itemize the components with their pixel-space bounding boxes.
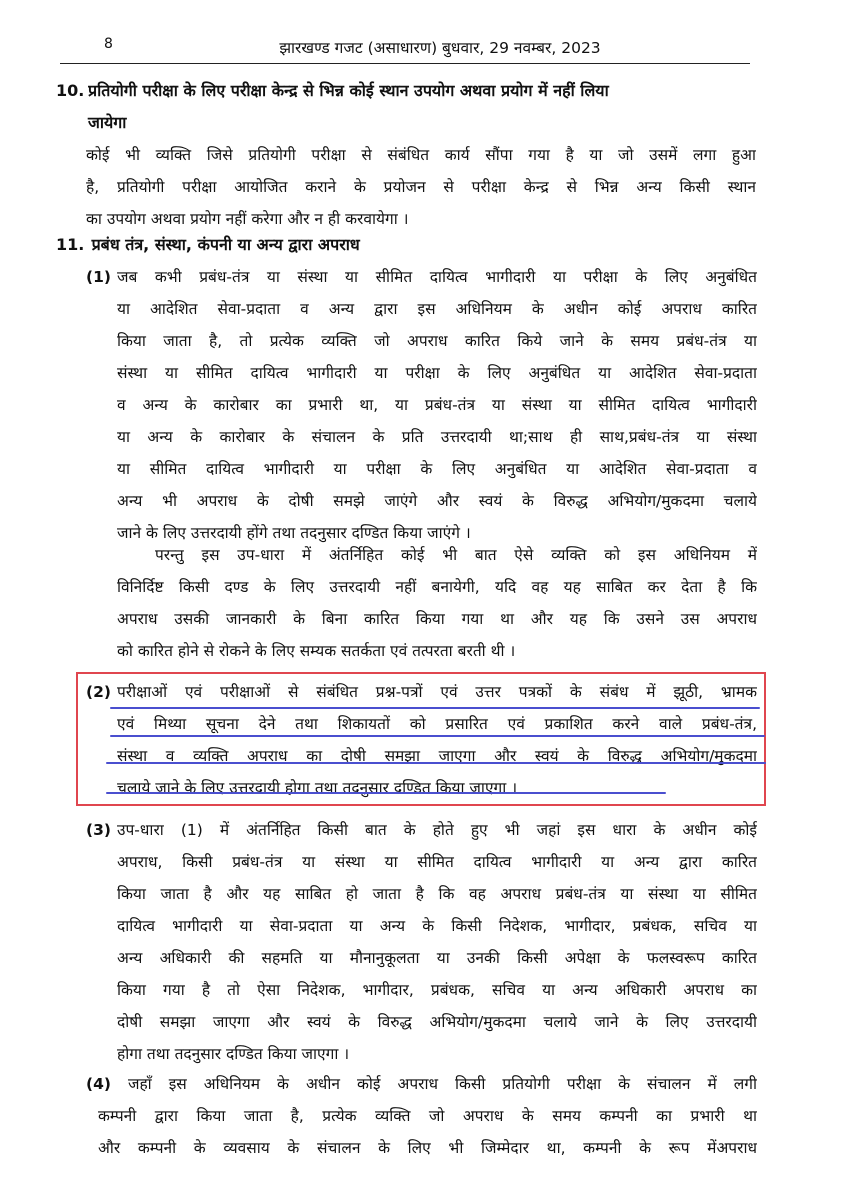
- section-11-number: 11.: [56, 235, 85, 254]
- section-10-title: [56, 75, 756, 139]
- subsection-1-number: (1): [86, 268, 111, 286]
- gazette-title: झारखण्ड गजट (असाधारण) बुधवार, 29 नवम्बर, 2023: [279, 39, 601, 57]
- subsection-3-line: किया गया है तो ऐसा निदेशक, भागीदार, प्रबंधक, सचिव या अन्य अधिकारी अपराध का: [117, 981, 757, 999]
- section-10-line: कोई भी व्यक्ति जिसे प्रतियोगी परीक्षा से संबंधित कार्य सौंपा गया है या जो उसमें लगा हुआ: [86, 146, 756, 164]
- proviso-body: [117, 539, 757, 667]
- subsection-1-body: [117, 261, 757, 549]
- subsection-3-line: उप-धारा (1) में अंतर्निहित किसी बात के होते हुए भी जहां इस धारा के अधीन कोई: [117, 821, 757, 839]
- subsection-3-body: [117, 814, 757, 1070]
- subsection-4-body: [86, 1068, 757, 1164]
- subsection-2-number: (2): [86, 683, 111, 701]
- subsection-3-line: किया जाता है और यह साबित हो जाता है कि वह अपराध प्रबंध-तंत्र या संस्था या सीमित: [117, 885, 757, 903]
- underline-mark: [106, 792, 666, 794]
- subsection-1-line: अन्य भी अपराध के दोषी समझे जाएंगे और स्वयं के विरुद्ध अभियोग/मुकदमा चलाये: [117, 492, 757, 510]
- subsection-3-line: अपराध, किसी प्रबंध-तंत्र या संस्था या सीमित दायित्व भागीदारी या अन्य द्वारा कारित: [117, 853, 757, 871]
- subsection-1-line: किया जाता है, तो प्रत्येक व्यक्ति जो अपराध कारित किये जाने के समय प्रबंध-तंत्र या: [117, 332, 757, 350]
- subsection-1-line: संस्था या सीमित दायित्व भागीदारी या परीक्षा के लिए अनुबंधित या आदेशित सेवा-प्रदाता: [117, 364, 757, 382]
- section-10-title-line-2: जायेगा: [88, 113, 127, 132]
- proviso-line: परन्तु इस उप-धारा में अंतर्निहित कोई भी बात ऐसे व्यक्ति को इस अधिनियम में: [155, 546, 757, 564]
- section-10-line: है, प्रतियोगी परीक्षा आयोजित कराने के प्रयोजन से परीक्षा केन्द्र से भिन्न अन्य किसी स्थान: [86, 178, 756, 196]
- header-rule: [60, 63, 750, 64]
- section-10-body: [86, 139, 756, 235]
- subsection-2-line: परीक्षाओं एवं परीक्षाओं से संबंधित प्रश्न-पत्रों एवं उत्तर पत्रकों के संबंध में झूठी, भ्रामक: [117, 683, 757, 701]
- subsection-2-body: [117, 676, 757, 804]
- subsection-4-line-1: जहाँ इस अधिनियम के अधीन कोई अपराध किसी प्रतियोगी परीक्षा के संचालन में लगी: [127, 1075, 757, 1093]
- subsection-1-line: या अन्य के कारोबार के संचालन के प्रति उत्तरदायी था;साथ ही साथ,प्रबंध-तंत्र या संस्था: [117, 428, 757, 446]
- subsection-4-line: और कम्पनी के व्यवसाय के संचालन के लिए भी जिम्मेदार था, कम्पनी के रूप मेंअपराध: [98, 1139, 757, 1157]
- underline-mark: [110, 735, 765, 737]
- subsection-2-line: संस्था व व्यक्ति अपराध का दोषी समझा जाएगा और स्वयं के विरुद्ध अभियोग/मुकदमा: [117, 747, 757, 765]
- section-10-title-line-1: प्रतियोगी परीक्षा के लिए परीक्षा केन्द्र से भिन्न कोई स्थान उपयोग अथवा प्रयोग में नहीं लिया: [88, 81, 609, 100]
- section-11-title-text: प्रबंध तंत्र, संस्था, कंपनी या अन्य द्वारा अपराध: [91, 235, 360, 254]
- subsection-1-line: या आदेशित सेवा-प्रदाता व अन्य द्वारा इस अधिनियम के अधीन कोई अपराध कारित: [117, 300, 757, 318]
- subsection-4-line: [86, 1068, 757, 1100]
- subsection-2-line: एवं मिथ्या सूचना देने तथा शिकायतों को प्रसारित एवं प्रकाशित करने वाले प्रबंध-तंत्र,: [117, 715, 757, 733]
- subsection-3-line: दोषी समझा जाएगा और स्वयं के विरुद्ध अभियोग/मुकदमा चलाये जाने के लिए उत्तरदायी: [117, 1013, 757, 1031]
- subsection-1-line: व अन्य के कारोबार का प्रभारी था, या प्रबंध-तंत्र या संस्था या सीमित दायित्व भागीदारी: [117, 396, 757, 414]
- subsection-4-line: कम्पनी द्वारा किया जाता है, प्रत्येक व्यक्ति जो अपराध के समय कम्पनी का प्रभारी था: [98, 1107, 757, 1125]
- subsection-2-line: चलाये जाने के लिए उत्तरदायी होगा तथा तदनुसार दण्डित किया जाएगा ।: [117, 779, 518, 797]
- subsection-1-line: या सीमित दायित्व भागीदारी या परीक्षा के लिए अनुबंधित या आदेशित सेवा-प्रदाता व: [117, 460, 757, 478]
- subsection-1-line: जाने के लिए उत्तरदायी होंगे तथा तदनुसार दण्डित किया जाएंगे ।: [117, 524, 471, 542]
- underline-mark: [106, 762, 766, 764]
- subsection-4-number: (4): [86, 1075, 111, 1093]
- proviso-line: अपराध उसकी जानकारी के बिना कारित किया गया था और यह कि उसने उस अपराध: [117, 610, 757, 628]
- underline-mark: [110, 707, 760, 709]
- page-header: [60, 36, 750, 62]
- proviso-line: विनिर्दिष्ट किसी दण्ड के लिए उत्तरदायी नहीं बनायेगी, यदि वह यह साबित कर देता है कि: [117, 578, 757, 596]
- subsection-1-line: जब कभी प्रबंध-तंत्र या संस्था या सीमित दायित्व भागीदारी या परीक्षा के लिए अनुबंधित: [117, 268, 757, 286]
- section-11-title: [56, 229, 656, 261]
- section-10-number: 10.: [56, 81, 85, 100]
- section-10-line: का उपयोग अथवा प्रयोग नहीं करेगा और न ही करवायेगा ।: [86, 210, 409, 228]
- subsection-3-number: (3): [86, 821, 111, 839]
- page-number: 8: [104, 36, 113, 52]
- subsection-3-line: अन्य अधिकारी की सहमति या मौनानुकूलता या उनकी किसी अपेक्षा के फलस्वरूप कारित: [117, 949, 757, 967]
- proviso-line: को कारित होने से रोकने के लिए सम्यक सतर्कता एवं तत्परता बरती थी ।: [117, 642, 516, 660]
- subsection-3-line: होगा तथा तदनुसार दण्डित किया जाएगा ।: [117, 1045, 350, 1063]
- subsection-3-line: दायित्व भागीदारी या सेवा-प्रदाता या अन्य के किसी निदेशक, भागीदार, प्रबंधक, सचिव या: [117, 917, 757, 935]
